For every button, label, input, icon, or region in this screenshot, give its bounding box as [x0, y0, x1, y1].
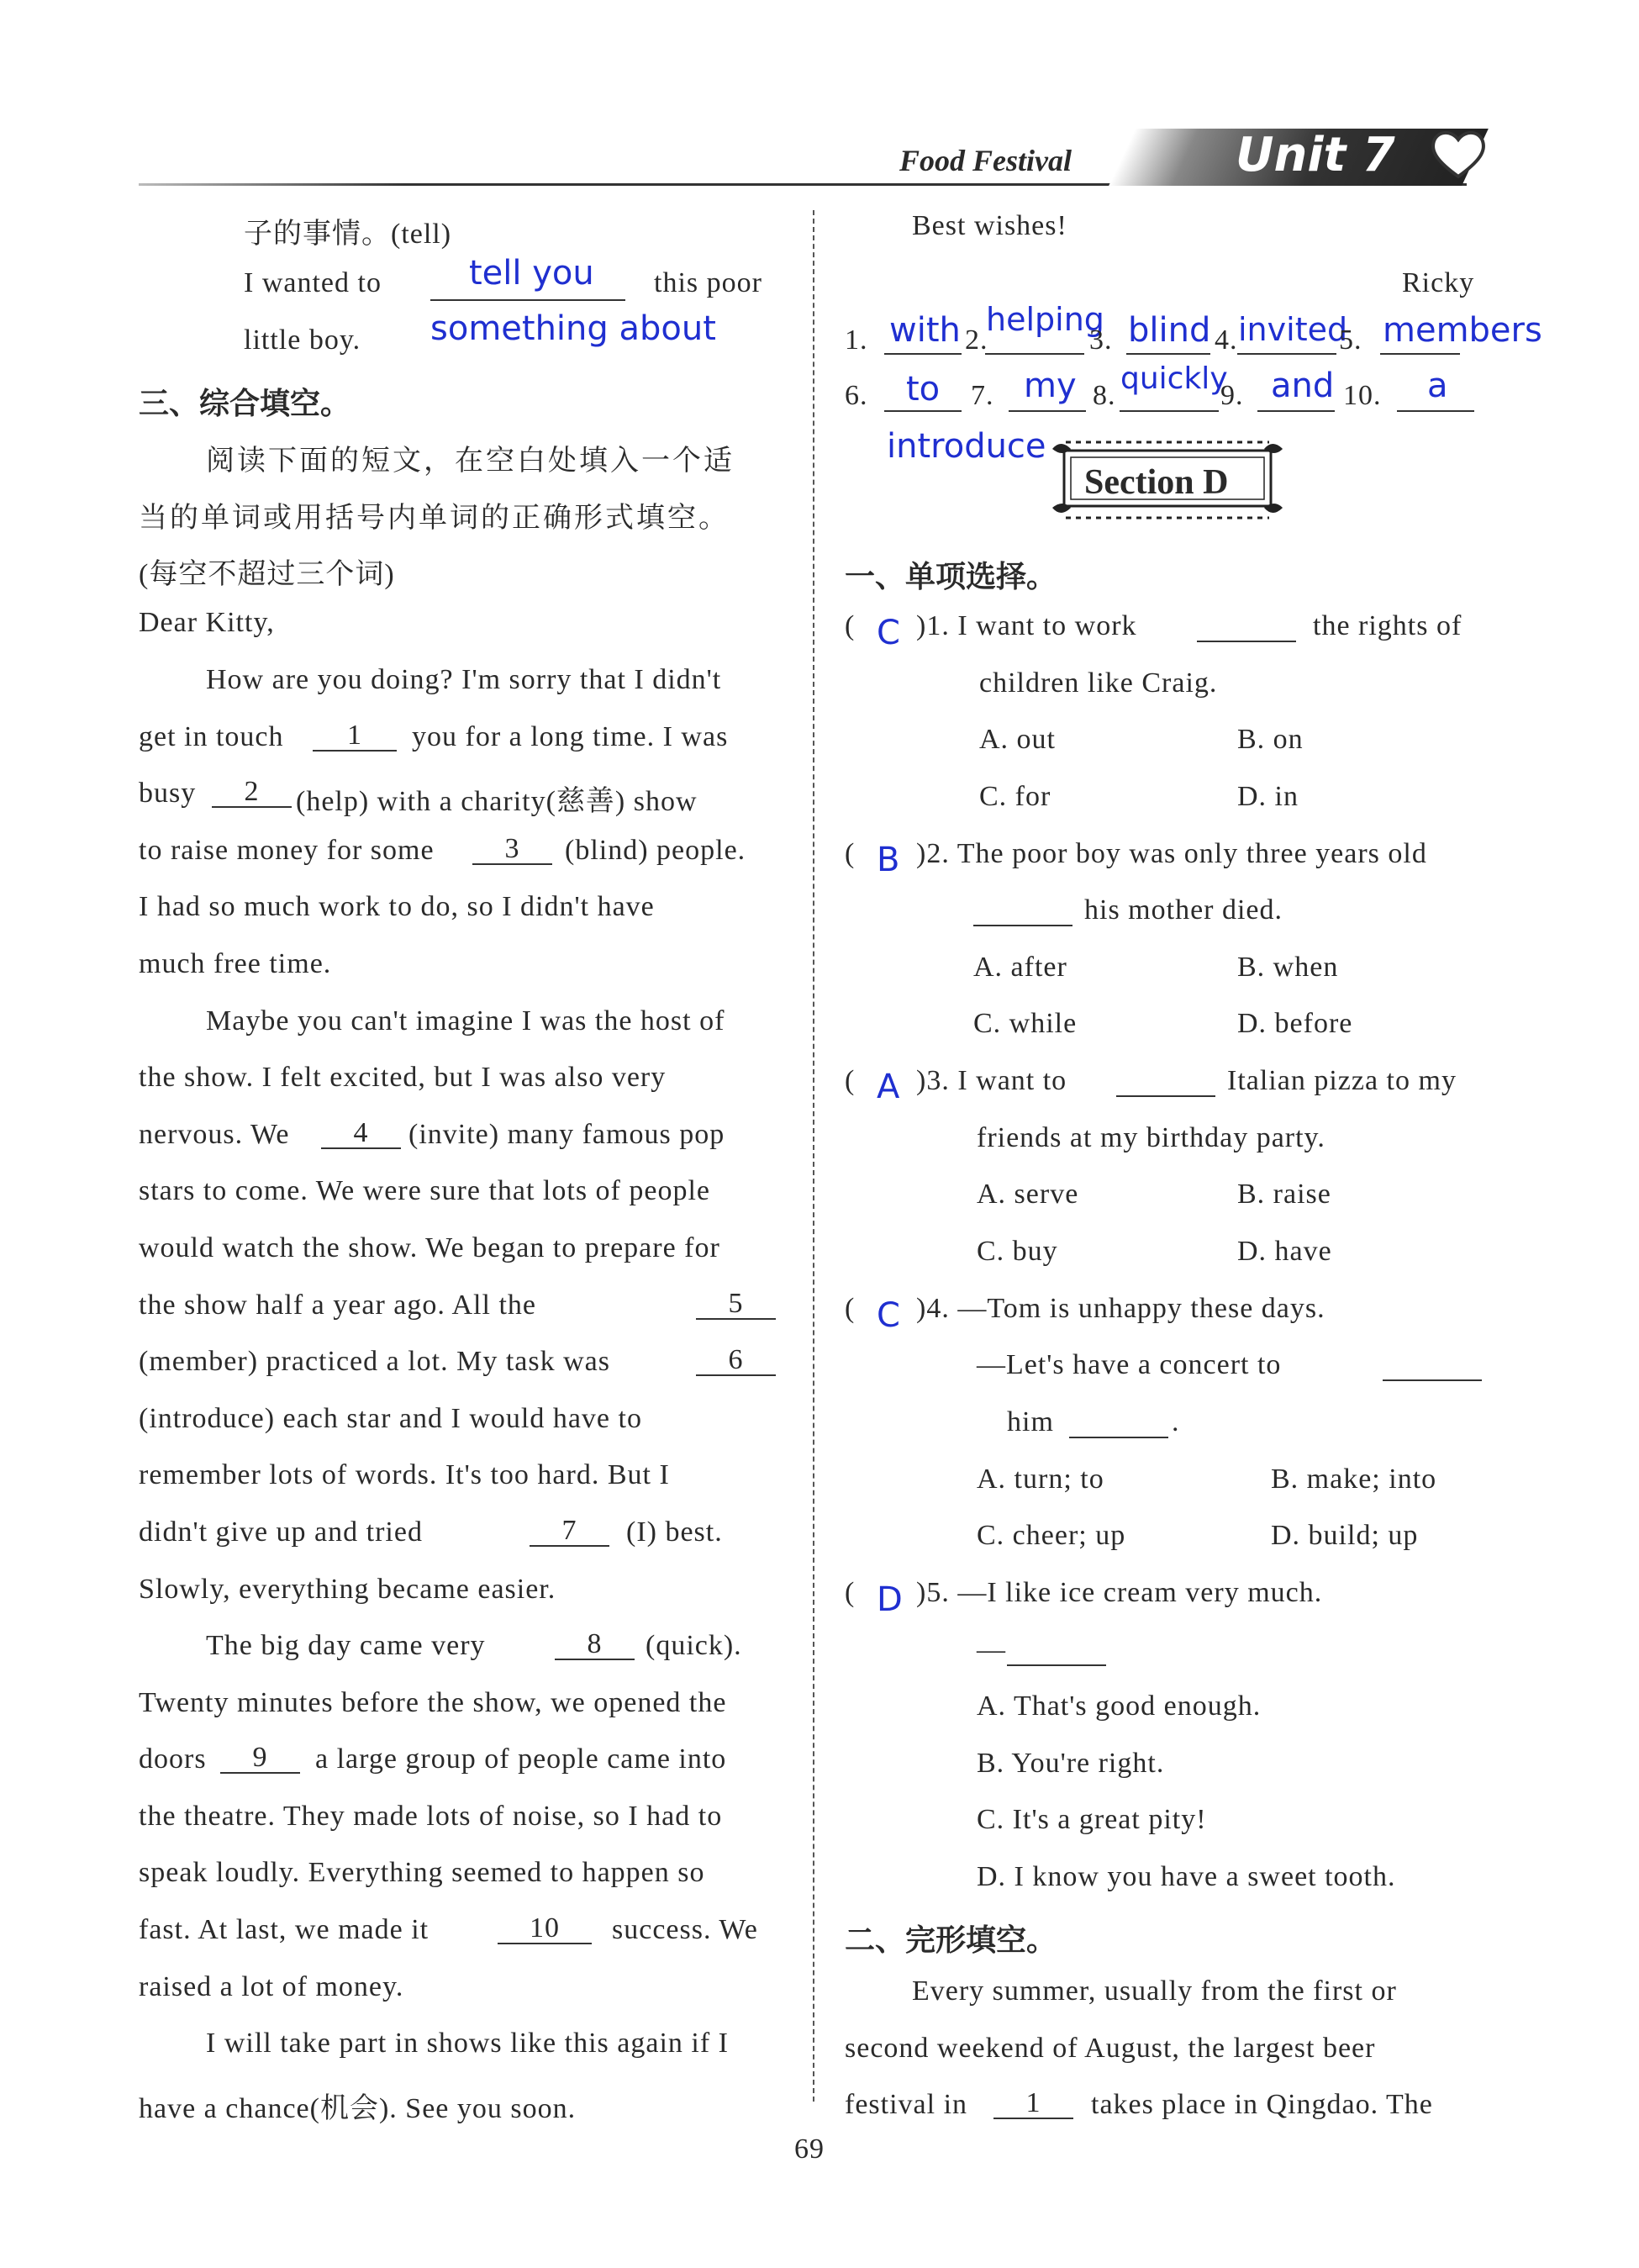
q1-stem-c: children like Craig. — [979, 667, 1218, 699]
q5-stem-a: )5. —I like ice cream very much. — [916, 1577, 1323, 1608]
passage-line: success. We — [612, 1914, 758, 1945]
handwritten-answer-5: members — [1383, 311, 1542, 350]
handwritten-answer-something-about: something about — [430, 309, 716, 348]
passage-blank-10: 10 — [498, 1914, 592, 1944]
passage-line: the show half a year ago. All the — [139, 1290, 536, 1321]
handwritten-answer-6: to — [906, 370, 941, 409]
part2-line-1: Every summer, usually from the first or — [912, 1975, 1397, 2007]
handwritten-answer-9: and — [1271, 367, 1335, 405]
answer-num-7: 7. — [971, 380, 994, 411]
passage-line: get in touch — [139, 721, 284, 752]
passage-line: you for a long time. I was — [412, 721, 729, 752]
q5-option-c: C. It's a great pity! — [977, 1804, 1207, 1835]
q4-stem-a: )4. —Tom is unhappy these days. — [916, 1293, 1325, 1324]
q4-option-b: B. make; into — [1271, 1464, 1437, 1495]
instruction-line-2: 当的单词或用括号内单词的正确形式填空。 — [139, 503, 730, 534]
q3-option-b: B. raise — [1237, 1179, 1331, 1210]
passage-blank-9: 9 — [220, 1743, 300, 1774]
letter-signature: Ricky — [1402, 267, 1475, 298]
q4-option-d: D. build; up — [1271, 1520, 1419, 1551]
passage-blank-1: 1 — [313, 721, 397, 752]
passage-blank-7: 7 — [530, 1516, 609, 1547]
passage-line: raised a lot of money. — [139, 1971, 404, 2002]
q1-option-a: A. out — [979, 724, 1056, 755]
passage-line: fast. At last, we made it — [139, 1914, 430, 1945]
handwritten-answer-10: a — [1427, 367, 1448, 405]
answer-num-2: 2. — [965, 324, 988, 356]
q1-stem-a: )1. I want to work — [916, 610, 1137, 641]
passage-line: have a chance(机会). See you soon. — [139, 2093, 577, 2124]
answer-num-8: 8. — [1093, 380, 1116, 411]
q4-blank-1 — [1383, 1379, 1482, 1381]
answer-num-1: 1. — [845, 324, 868, 356]
q5-option-b: B. You're right. — [977, 1748, 1165, 1779]
q1-option-c: C. for — [979, 781, 1051, 812]
handwritten-answer-4: invited — [1238, 311, 1348, 348]
q3-option-a: A. serve — [977, 1179, 1079, 1210]
instruction-line-3: (每空不超过三个词) — [139, 559, 395, 590]
handwritten-answer-8: quickly — [1120, 361, 1228, 396]
passage-blank-8: 8 — [555, 1630, 635, 1660]
q2-option-d: D. before — [1237, 1008, 1353, 1039]
passage-line: busy — [139, 778, 197, 809]
answer-num-10: 10. — [1343, 380, 1382, 411]
part2-line-3a: festival in — [845, 2089, 968, 2120]
passage-line: I will take part in shows like this again if I — [206, 2028, 729, 2059]
part2-line-2: second weekend of August, the largest beer — [845, 2033, 1376, 2064]
q3-stem-a: )3. I want to — [916, 1065, 1067, 1096]
answer-line-10 — [1397, 410, 1474, 412]
passage-line: didn't give up and tried — [139, 1516, 423, 1548]
answer-line-6 — [884, 410, 962, 412]
q4-period: . — [1172, 1406, 1180, 1437]
passage-blank-5: 5 — [696, 1290, 776, 1320]
q2-option-a: A. after — [973, 952, 1067, 983]
q3-option-c: C. buy — [977, 1236, 1058, 1267]
q2-stem-b: his mother died. — [1084, 894, 1283, 926]
carry-line-3: little boy. — [244, 324, 361, 356]
handwritten-answer-2: helping — [986, 301, 1104, 338]
q3-stem-c: friends at my birthday party. — [977, 1122, 1325, 1153]
q2-answer: B — [877, 841, 900, 879]
q2-option-b: B. when — [1237, 952, 1339, 983]
passage-line: the show. I felt excited, but I was also very — [139, 1062, 667, 1093]
q1-option-b: B. on — [1237, 724, 1304, 755]
answer-line-9 — [1257, 410, 1335, 412]
q5-blank — [1007, 1664, 1106, 1666]
q5-option-a: A. That's good enough. — [977, 1690, 1262, 1722]
q1-paren: ( — [845, 610, 856, 641]
passage-line: the theatre. They made lots of noise, so I had to — [139, 1801, 723, 1832]
answer-line-2 — [985, 353, 1084, 355]
answer-line-3 — [1126, 353, 1210, 355]
q2-blank — [973, 925, 1072, 926]
part2-title: 二、完形填空。 — [845, 1923, 1057, 1958]
salutation: Dear Kitty, — [139, 607, 275, 638]
page-number: 69 — [794, 2134, 825, 2165]
q5-answer: D — [877, 1580, 903, 1619]
answer-line-8 — [1120, 410, 1219, 412]
answer-num-5: 5. — [1339, 324, 1362, 356]
passage-line: doors — [139, 1743, 207, 1775]
passage-blank-4: 4 — [321, 1119, 401, 1149]
instruction-line-1: 阅读下面的短文，在空白处填入一个适 — [206, 446, 735, 477]
passage-line: a large group of people came into — [315, 1743, 727, 1775]
part2-line-3b: takes place in Qingdao. The — [1091, 2089, 1433, 2120]
passage-line: Twenty minutes before the show, we opened the — [139, 1687, 727, 1718]
blank-line-tell — [430, 299, 625, 301]
carry-line-2b: this poor — [654, 267, 762, 298]
answer-num-3: 3. — [1089, 324, 1113, 356]
q1-blank — [1197, 641, 1296, 642]
letter-closing: Best wishes! — [912, 210, 1067, 241]
q1-answer: C — [877, 614, 900, 652]
passage-line: How are you doing? I'm sorry that I didn't — [206, 664, 722, 695]
q5-stem-b: — — [977, 1634, 1006, 1665]
passage-line: much free time. — [139, 948, 332, 979]
passage-line: (member) practiced a lot. My task was — [139, 1346, 610, 1377]
q1-option-d: D. in — [1237, 781, 1299, 812]
passage-line: speak loudly. Everything seemed to happen so — [139, 1857, 705, 1888]
q4-stem-b: —Let's have a concert to — [977, 1349, 1282, 1380]
section-d-title: Section D — [1084, 463, 1229, 502]
carry-line-1: 子的事情。(tell) — [244, 219, 452, 250]
answer-num-9: 9. — [1220, 380, 1244, 411]
q3-stem-b: Italian pizza to my — [1227, 1065, 1457, 1096]
answer-num-6: 6. — [845, 380, 868, 411]
passage-line: (invite) many famous pop — [408, 1119, 725, 1150]
carry-line-2a: I wanted to — [244, 267, 382, 298]
q4-blank-2 — [1069, 1437, 1168, 1438]
passage-line: remember lots of words. It's too hard. But I — [139, 1459, 670, 1490]
passage-blank-2: 2 — [212, 778, 292, 808]
column-divider — [813, 210, 814, 2102]
section3-title: 三、综合填空。 — [139, 387, 351, 421]
passage-line: to raise money for some — [139, 835, 435, 866]
q2-paren: ( — [845, 838, 856, 869]
passage-line: Slowly, everything became easier. — [139, 1574, 556, 1605]
q2-stem-a: )2. The poor boy was only three years old — [916, 838, 1427, 869]
heart-logo-icon — [1429, 126, 1488, 181]
q5-paren: ( — [845, 1577, 856, 1608]
passage-blank-3: 3 — [472, 835, 552, 865]
passage-line: nervous. We — [139, 1119, 290, 1150]
q4-option-c: C. cheer; up — [977, 1520, 1126, 1551]
passage-line: I had so much work to do, so I didn't have — [139, 891, 655, 922]
part1-title: 一、单项选择。 — [845, 560, 1057, 594]
handwritten-answer-10-extra: introduce — [887, 427, 1046, 466]
q3-paren: ( — [845, 1065, 856, 1096]
q4-paren: ( — [845, 1293, 856, 1324]
handwritten-answer-3: blind — [1128, 311, 1211, 350]
passage-blank-6: 6 — [696, 1346, 776, 1376]
answer-line-1 — [884, 353, 962, 355]
passage-line: The big day came very — [206, 1630, 486, 1661]
handwritten-answer-1: with — [889, 311, 961, 350]
passage-line: (I) best. — [626, 1516, 723, 1548]
q3-answer: A — [877, 1068, 900, 1106]
answer-line-7 — [1009, 410, 1086, 412]
part2-blank-1: 1 — [993, 2089, 1073, 2119]
q3-blank — [1116, 1095, 1215, 1097]
passage-line: (introduce) each star and I would have to — [139, 1403, 642, 1434]
answer-line-4 — [1237, 353, 1336, 355]
passage-line: (blind) people. — [565, 835, 746, 866]
q1-stem-b: the rights of — [1313, 610, 1462, 641]
passage-line: (quick). — [646, 1630, 742, 1661]
q3-option-d: D. have — [1237, 1236, 1332, 1267]
header-subtitle: Food Festival — [899, 144, 1072, 177]
handwritten-answer-tell-you: tell you — [469, 254, 594, 293]
header-unit: Unit 7 — [1236, 128, 1395, 182]
answer-line-5 — [1380, 353, 1460, 355]
handwritten-answer-7: my — [1024, 367, 1077, 405]
q4-option-a: A. turn; to — [977, 1464, 1104, 1495]
passage-line: would watch the show. We began to prepare for — [139, 1232, 720, 1263]
passage-line: Maybe you can't imagine I was the host of — [206, 1005, 725, 1036]
q5-option-d: D. I know you have a sweet tooth. — [977, 1861, 1396, 1892]
q4-answer: C — [877, 1296, 900, 1335]
q4-stem-c: him — [1007, 1406, 1054, 1437]
passage-line: stars to come. We were sure that lots of people — [139, 1175, 711, 1206]
q2-option-c: C. while — [973, 1008, 1078, 1039]
answer-num-4: 4. — [1215, 324, 1238, 356]
passage-line: (help) with a charity(慈善) show — [296, 786, 698, 817]
